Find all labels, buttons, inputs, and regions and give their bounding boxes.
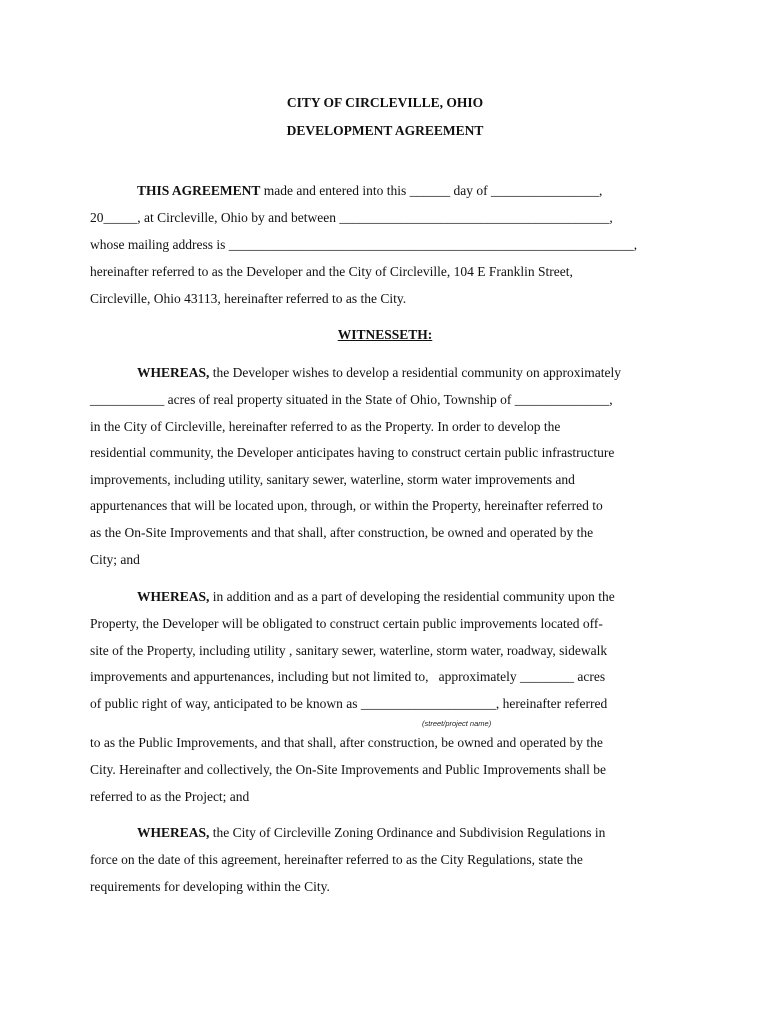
whereas2-line-6: to as the Public Improvements, and that shall, after construction, be owned and operated by the bbox=[90, 735, 603, 750]
intro-line-5: Circleville, Ohio 43113, hereinafter referred to as the City. bbox=[90, 291, 407, 306]
whereas3-bold: WHEREAS, bbox=[137, 825, 210, 840]
whereas2-line-8: referred to as the Project; and bbox=[90, 789, 250, 804]
whereas1-line-7: as the On-Site Improvements and that shall, after construction, be owned and operated by the bbox=[90, 525, 594, 540]
whereas2-bold: WHEREAS, bbox=[137, 589, 210, 604]
witnesseth-heading: WITNESSETH: bbox=[337, 327, 433, 342]
whereas2-line-7: City. Hereinafter and collectively, the On-Site Improvements and Public Improvements shall be bbox=[90, 762, 606, 777]
whereas1-line-8: City; and bbox=[90, 552, 140, 567]
whereas1-bold: WHEREAS, bbox=[137, 365, 210, 380]
street-project-name-note: (street/project name) bbox=[422, 719, 492, 728]
whereas2-line-2: Property, the Developer will be obligated to construct certain public improvements located off- bbox=[90, 616, 603, 631]
whereas1-line-5: improvements, including utility, sanitary sewer, waterline, storm water improvements and bbox=[90, 472, 575, 487]
whereas1-line-1-text: the Developer wishes to develop a residential community on approximately bbox=[209, 365, 622, 380]
whereas3-line-1 bbox=[137, 825, 605, 841]
whereas2-line-4: improvements and appurtenances, including but not limited to, approximately ________ acres bbox=[90, 669, 606, 684]
intro-line-4: hereinafter referred to as the Developer and the City of Circleville, 104 E Franklin Street, bbox=[90, 264, 573, 279]
whereas1-line-4: residential community, the Developer anticipates having to construct certain public infrastructure bbox=[90, 445, 615, 460]
intro-line-1 bbox=[137, 183, 602, 199]
whereas3-line-3: requirements for developing within the City. bbox=[90, 879, 330, 894]
whereas1-line-2: ___________ acres of real property situated in the State of Ohio, Township of ______________, bbox=[90, 392, 613, 407]
document-title: DEVELOPMENT AGREEMENT bbox=[286, 123, 484, 138]
whereas1-line-3: in the City of Circleville, hereinafter referred to as the Property. In order to develop the bbox=[90, 419, 561, 434]
intro-line-2: 20_____, at Circleville, Ohio by and between ________________________________________, bbox=[90, 210, 613, 225]
whereas2-line-5: of public right of way, anticipated to be known as ____________________, hereinafter referred bbox=[90, 696, 608, 711]
intro-line-1-text: made and entered into this ______ day of ________________, bbox=[260, 183, 603, 198]
whereas1-line-1 bbox=[137, 365, 621, 381]
whereas3-line-2: force on the date of this agreement, hereinafter referred to as the City Regulations, state the bbox=[90, 852, 583, 867]
whereas2-line-1 bbox=[137, 589, 615, 605]
intro-line-3: whose mailing address is ____________________________________________________________, bbox=[90, 237, 638, 252]
city-title: CITY OF CIRCLEVILLE, OHIO bbox=[286, 95, 484, 110]
whereas2-line-1-text: in addition and as a part of developing the residential community upon the bbox=[209, 589, 615, 604]
whereas3-line-1-text: the City of Circleville Zoning Ordinance and Subdivision Regulations in bbox=[209, 825, 606, 840]
whereas1-line-6: appurtenances that will be located upon, through, or within the Property, hereinafter referred to bbox=[90, 498, 603, 513]
intro-bold-lead: THIS AGREEMENT bbox=[137, 183, 261, 198]
whereas2-line-3: site of the Property, including utility , sanitary sewer, waterline, storm water, roadway, sidewalk bbox=[90, 643, 608, 658]
